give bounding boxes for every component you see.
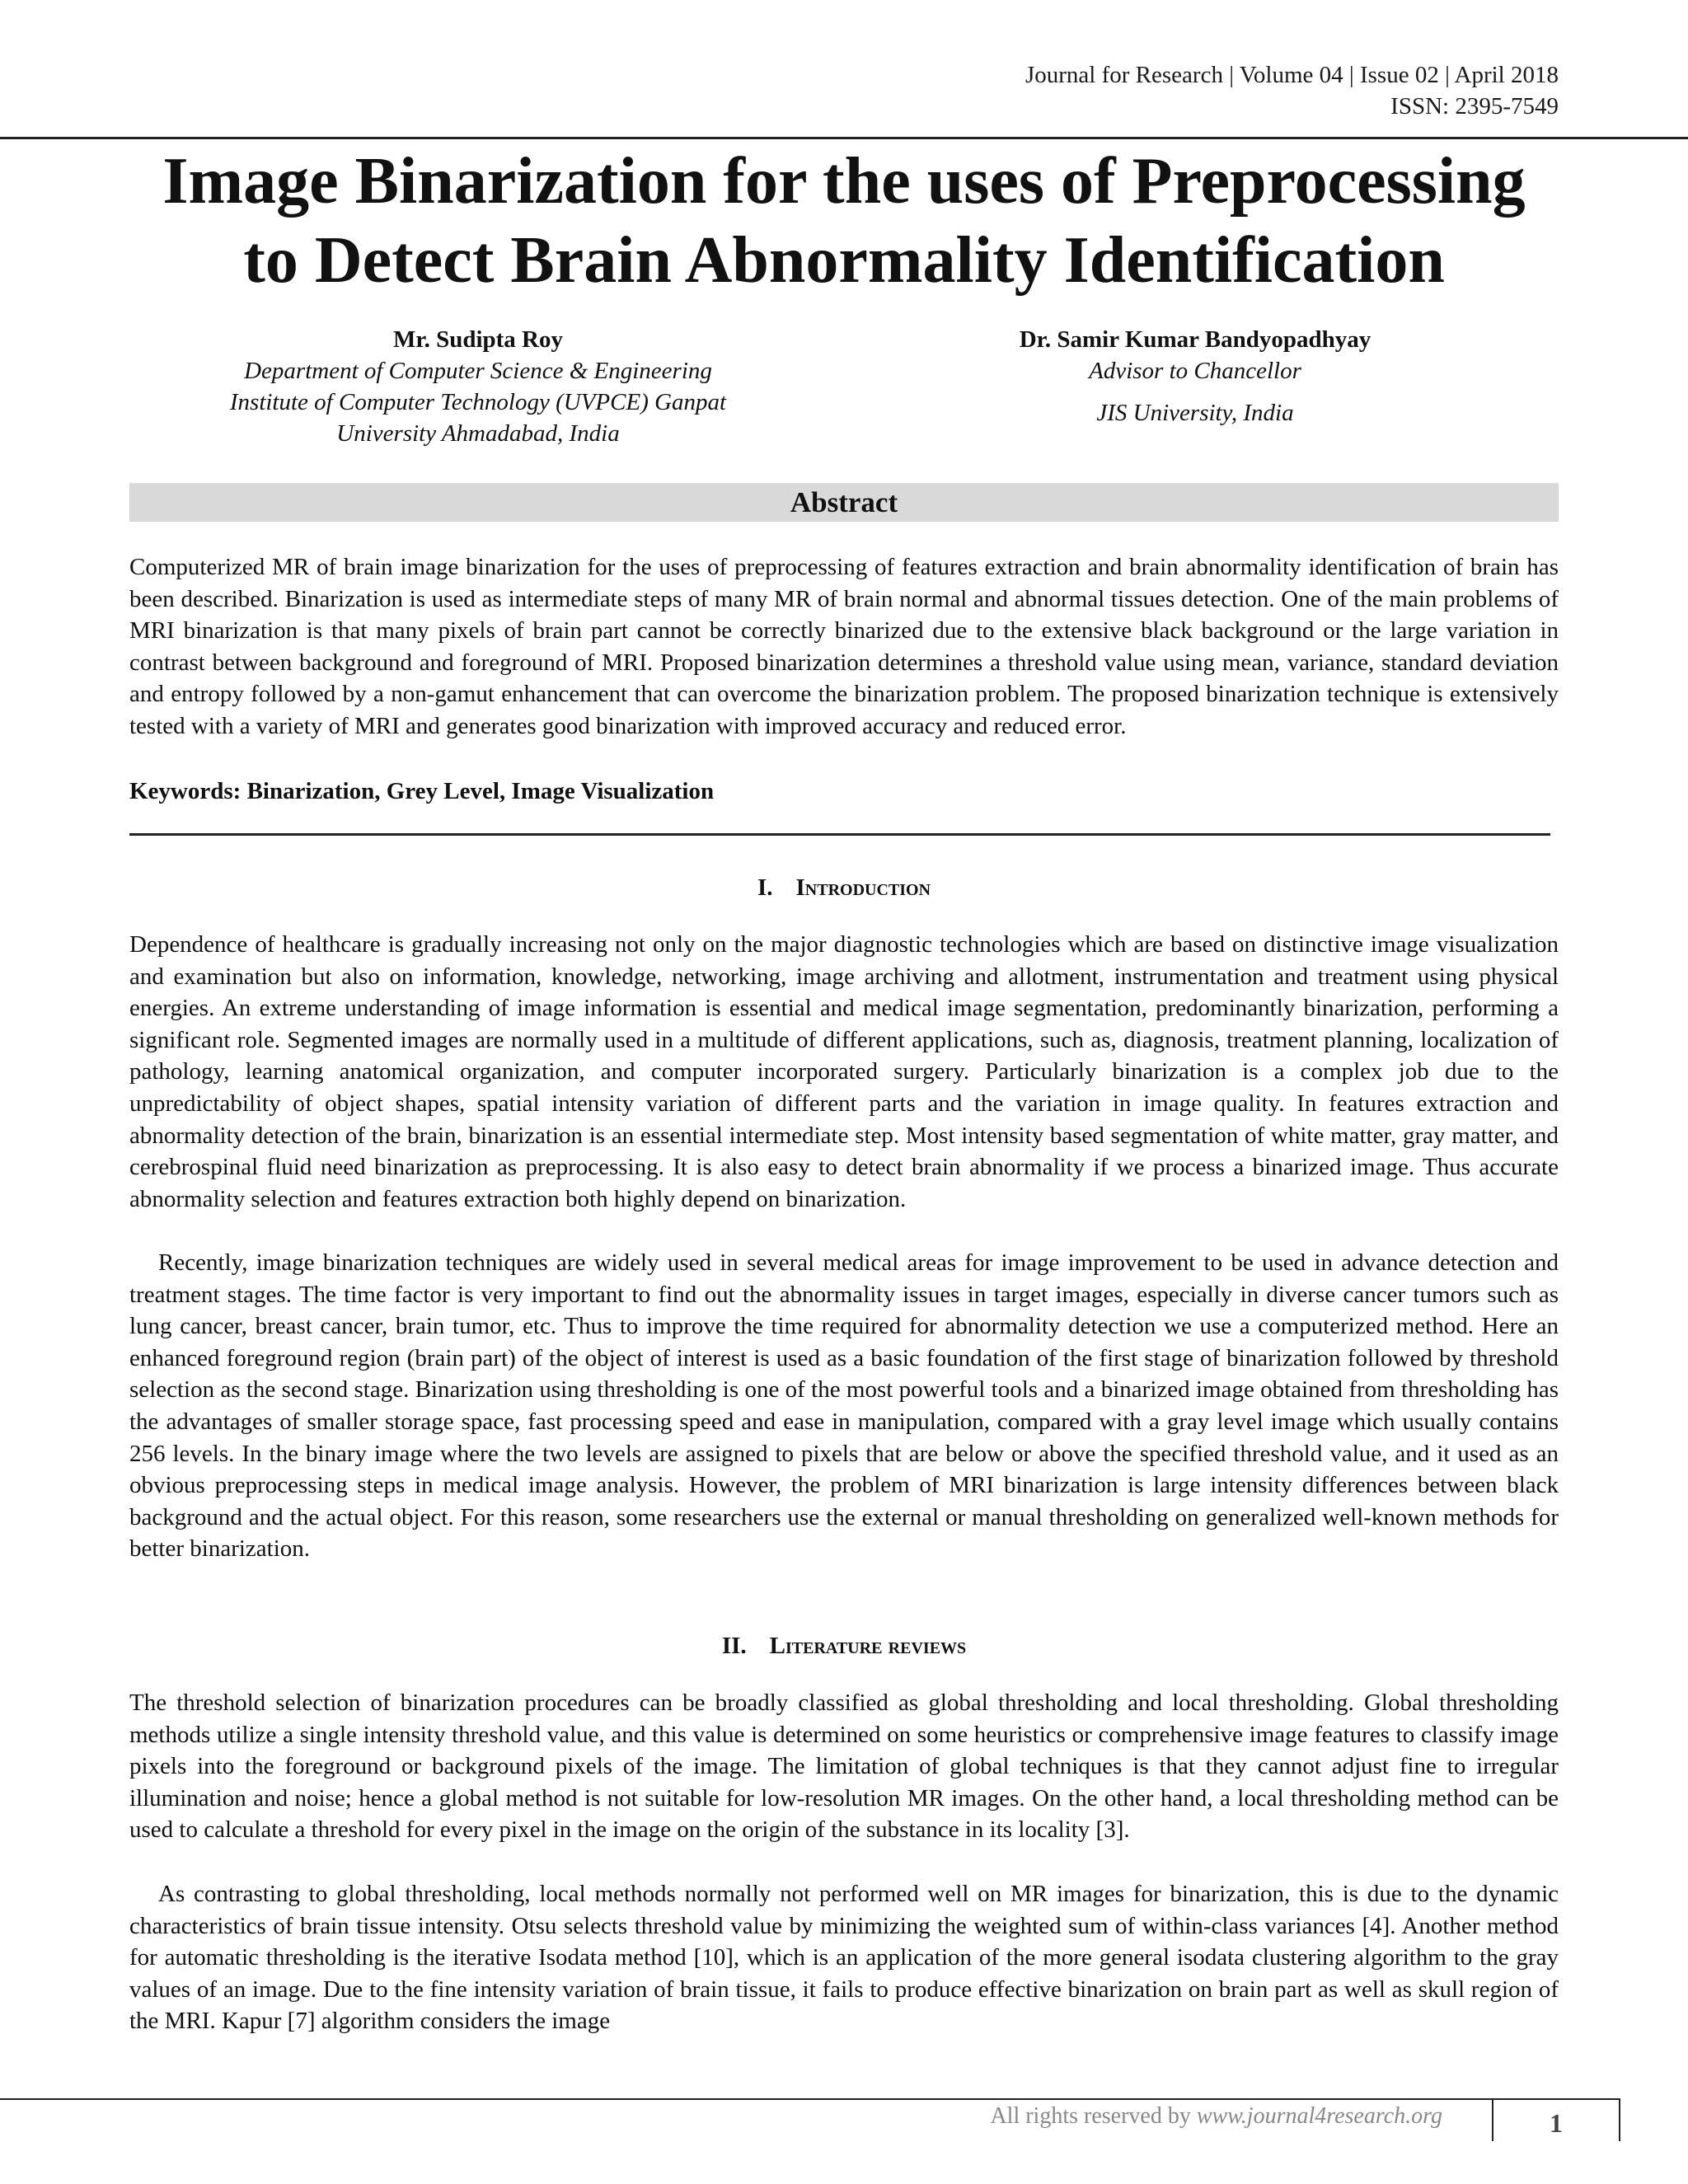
rights-text: All rights reserved by [990, 2103, 1191, 2129]
issn: ISSN: 2395-7549 [1390, 93, 1559, 120]
author-name: Dr. Samir Kumar Bandyopadhyay [1019, 326, 1372, 353]
author-affiliation: University Ahmadabad, India [336, 420, 620, 447]
abstract-heading: Abstract [129, 483, 1559, 522]
author-affiliation: Institute of Computer Technology (UVPCE) Ganpat [229, 389, 727, 415]
paragraph: The threshold selection of binarization procedures can be broadly classified as global thresholding and local thresholding. Global thresholding methods utilize a single intensity threshold value, and this value is determined on some heuristics or comprehensive image features to classify image pixels into the foreground or background pixels of the image. The limitation of global techniques is that they cannot adjust fine to irregular illumination and noise; hence a global method is not suitable for low-resolution MR images. On the other hand, a local thresholding method can be used to calculate a threshold for every pixel in the image on the origin of the substance in its locality [3]. [129, 1690, 1559, 1844]
page-number: 1 [1550, 2108, 1563, 2138]
author-block-2 [948, 324, 1442, 429]
section-number: II. [721, 1633, 747, 1659]
journal-website-link[interactable]: www.journal4research.org [1196, 2103, 1442, 2129]
footer-rights [874, 2102, 1442, 2131]
section-heading-introduction [129, 872, 1559, 903]
author-affiliation: JIS University, India [1096, 400, 1294, 426]
paragraph: Recently, image binarization techniques are widely used in several medical areas for image improvement to be used in advance detection and treatment stages. The time factor is very important to find out the abnormality issues in target images, especially in diverse cancer tumors such as lung cancer, breast cancer, brain tumor, etc. Thus to improve the time required for abnormality detection we use a computerized method. Here an enhanced foreground region (brain part) of the object of interest is used as a basic foundation of the first stage of binarization followed by threshold selection as the second stage. Binarization using thresholding is one of the most powerful tools and a binarized image obtained from thresholding has the advantages of smaller storage space, fast processing speed and ease in manipulation, compared with a gray level image which usually contains 256 levels. In the binary image where the two levels are assigned to pixels that are below or above the specified threshold value, and it used as an obvious preprocessing steps in medical image analysis. However, the problem of MRI binarization is large intensity differences between black background and the actual object. For this reason, some researchers use the external or manual thresholding on generalized well-known methods for better binarization. [129, 1249, 1559, 1563]
title-line-2: to Detect Brain Abnormality Identification [243, 224, 1445, 297]
footer-rule [0, 2098, 1492, 2100]
abstract-text: Computerized MR of brain image binarization for the uses of preprocessing of features extraction and brain abnormality identification of brain has been described. Binarization is used as intermediate steps of many MR of brain normal and abnormal tissues detection. One of the main problems of MRI binarization is that many pixels of brain part cannot be correctly binarized due to the extensive black background or the large variation in contrast between background and foreground of MRI. Proposed binarization determines a threshold value using mean, variance, standard deviation and entropy followed by a non-gamut enhancement that can overcome the binarization problem. The proposed binarization technique is extensively tested with a variety of MRI and generates good binarization with improved accuracy and reduced error. [129, 554, 1559, 739]
keywords: Keywords: Binarization, Grey Level, Image Visualization [129, 778, 715, 804]
abstract-divider [129, 833, 1550, 836]
author-block-1 [185, 324, 771, 449]
title-line-1: Image Binarization for the uses of Preprocessing [162, 145, 1526, 218]
section-heading-literature-reviews [129, 1630, 1559, 1661]
header-rule [0, 137, 1688, 139]
paragraph: As contrasting to global thresholding, local methods normally not performed well on MR images for binarization, this is due to the dynamic characteristics of brain tissue intensity. Otsu selects threshold value by minimizing the weighted sum of within-class variances [4]. Another method for automatic thresholding is the iterative Isodata method [10], which is an application of the more general isodata clustering algorithm to the gray values of an image. Due to the fine intensity variation of brain tissue, it fails to produce effective binarization on brain part as well as skull region of the MRI. Kapur [7] algorithm considers the image [129, 1881, 1559, 2035]
paper-title [129, 142, 1559, 300]
paragraph: Dependence of healthcare is gradually increasing not only on the major diagnostic technologies which are based on distinctive image visualization and examination but also on information, knowledge, networking, image archiving and allotment, instrumentation and treatment using physical energies. An extreme understanding of image information is essential and medical image segmentation, predominantly binarization, performing a significant role. Segmented images are normally used in a multitude of different applications, such as, diagnosis, treatment planning, localization of pathology, learning anatomical organization, and computer incorporated surgery. Particularly binarization is a complex job due to the unpredictability of object shapes, spatial intensity variation of different parts and the variation in image quality. In features extraction and abnormality detection of the brain, binarization is an essential intermediate step. Most intensity based segmentation of white matter, gray matter, and cerebrospinal fluid need binarization as preprocessing. It is also easy to detect brain abnormality if we process a binarized image. Thus accurate abnormality selection and features extraction both highly depend on binarization. [129, 931, 1559, 1212]
author-affiliation: Advisor to Chancellor [1089, 358, 1301, 384]
section-number: I. [757, 874, 773, 901]
section-title: Literature reviews [769, 1633, 967, 1659]
journal-header [1025, 59, 1559, 122]
author-name: Mr. Sudipta Roy [392, 326, 563, 353]
journal-info: Journal for Research | Volume 04 | Issue 02 | April 2018 [1025, 62, 1559, 88]
section-title: Introduction [795, 874, 931, 901]
author-affiliation: Department of Computer Science & Engineering [244, 358, 712, 384]
